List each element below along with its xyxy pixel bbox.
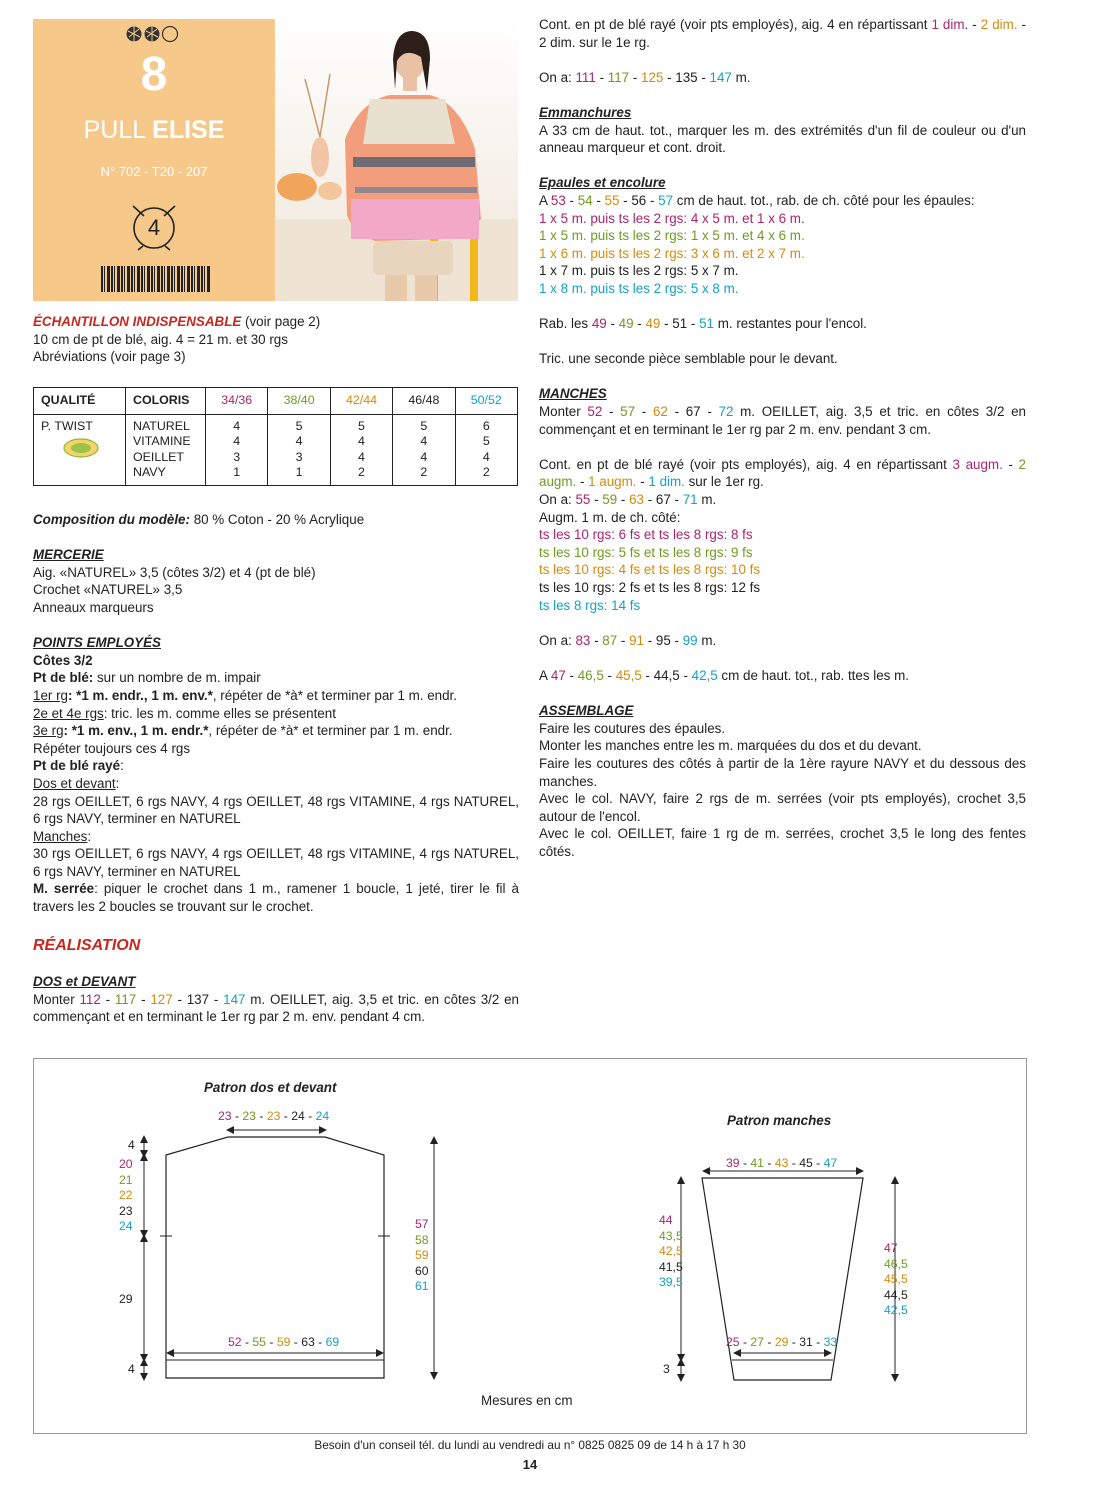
qty-value: 5: [482, 434, 490, 449]
epaules-title: Epaules et encolure: [539, 175, 666, 191]
qualite-cell: [34, 415, 126, 486]
size-value-2: 23: [242, 1109, 256, 1123]
size-value-4: 31: [799, 1335, 813, 1349]
size-value-1: 1 dim.: [931, 17, 969, 32]
manches-title: MANCHES: [539, 386, 607, 402]
size-value-2: 57: [620, 404, 636, 420]
th-size-1: 34/36: [206, 388, 268, 415]
dos-devant-text: Monter 112 - 117 - 127 - 137 - 147 m. OEILLET, aig. 3,5 et tric. en côtes 3/2 en commençant et en terminant le 1er rg par 2 m. env. pendant 4 cm.: [33, 991, 519, 1025]
augm-line-3: ts les 10 rgs: 4 fs et ts les 8 rgs: 10 fs: [539, 562, 761, 578]
row2-text: : tric. les m. comme elles se présentent: [103, 705, 336, 721]
qty-value: 4: [233, 419, 241, 433]
augm-line-4: ts les 10 rgs: 2 fs et ts les 8 rgs: 12 fs: [539, 580, 761, 595]
size-value-4: 56: [631, 192, 647, 208]
size-value-5: 47: [823, 1156, 838, 1170]
shoulder-line-2: 1 x 5 m. puis ts les 2 rgs: 1 x 5 m. et 4 x 6 m.: [539, 228, 805, 244]
emmanchures-title: Emmanchures: [539, 104, 632, 120]
size-value-5: 71: [682, 492, 698, 508]
size-value-4: 67: [685, 404, 701, 420]
size-value-2: 43,5: [659, 1228, 683, 1243]
dos-armhole-measure: [119, 1157, 133, 1235]
qty-value: 5: [295, 419, 303, 433]
shoulder-line-4: 1 x 7 m. puis ts les 2 rgs: 5 x 7 m.: [539, 263, 739, 279]
barcode: [101, 266, 211, 292]
dos-stripes: 28 rgs OEILLET, 6 rgs NAVY, 4 rgs OEILLET, 48 rgs VITAMINE, 4 rgs NATUREL, 6 rgs NAVY, terminer en NATUREL: [33, 793, 519, 827]
qty-value: 3: [233, 449, 241, 464]
size-value-5: 57: [658, 192, 674, 208]
yarn-table: [33, 387, 518, 486]
qty-value: 2: [482, 465, 490, 480]
text-part: m.: [731, 69, 751, 85]
diagram-title-dos: Patron dos et devant: [204, 1080, 337, 1095]
mercerie-item: Aig. «NATUREL» 3,5 (côtes 3/2) et 4 (pt de blé): [33, 564, 316, 580]
pattern-diagram: [33, 1058, 1027, 1434]
th-size-4: 46/48: [393, 388, 455, 415]
qty-value: 3: [295, 449, 303, 464]
size-value-2: 46,5: [577, 667, 604, 683]
manche-total-measure: [884, 1241, 908, 1319]
dos-devant-section: [33, 973, 519, 1026]
abbreviations-note: Abréviations (voir page 3): [33, 349, 186, 365]
size-value-4: 137: [186, 991, 210, 1007]
augm-line-5: ts les 8 rgs: 14 fs: [539, 597, 641, 613]
composition-label: Composition du modèle:: [33, 512, 190, 527]
manches-text: Monter 52 - 57 - 62 - 67 - 72 m. OEILLET, aig. 3,5 et tric. en côtes 3/2 en commençant et en terminant le 1er rg par 2 m. env. pendant 3 cm.: [539, 404, 1026, 437]
size-value-1: 112: [79, 991, 101, 1007]
size-value-3: 1 augm.: [588, 474, 637, 490]
bind-off-text: A 47 - 46,5 - 45,5 - 44,5 - 42,5 cm de haut. tot., rab. ttes les m.: [539, 667, 909, 683]
qty-value: 4: [295, 434, 303, 449]
pattern-number: 8: [140, 48, 168, 101]
qty-size-4: [393, 415, 455, 486]
size-value-5: 51: [699, 316, 714, 332]
assemblage-step: Faire les coutures des côtés à partir de la 1ère rayure NAVY et du dessous des manches.: [539, 755, 1026, 789]
size-value-5: 42,5: [884, 1303, 908, 1318]
th-qualite: QUALITÉ: [34, 388, 126, 415]
manche-top-measure: 39 - 41 - 43 - 45 - 47: [726, 1156, 838, 1170]
mercerie-item: Crochet «NATUREL» 3,5: [33, 582, 183, 598]
size-value-3: 91: [629, 632, 645, 648]
qty-size-3: [330, 415, 392, 486]
size-value-1: 55: [575, 492, 591, 508]
augm-text: Augm. 1 m. de ch. côté:: [539, 509, 681, 525]
size-value-1: 52: [228, 1335, 242, 1349]
realisation-title: RÉALISATION: [33, 937, 141, 954]
row2-label: 2e et 4e rgs: [33, 705, 104, 721]
stitch-count: On a: 55 - 59 - 63 - 67 - 71 m.: [539, 492, 717, 508]
qty-value: 5: [358, 419, 365, 433]
size-value-3: 63: [629, 492, 645, 508]
row1-text: , répéter de *à* et terminer par 1 m. endr.: [212, 687, 457, 703]
size-value-5: 99: [682, 632, 698, 648]
left-column-intro: [33, 313, 523, 366]
size-value-3: 127: [150, 991, 173, 1007]
size-value-4: 41,5: [659, 1259, 683, 1274]
size-value-2: 2 augm.: [539, 456, 1026, 490]
dos-label: Dos et devant: [33, 775, 116, 791]
coloris-cell: [126, 415, 206, 486]
echantillon-gauge: 10 cm de pt de blé, aig. 4 = 21 m. et 30 rgs: [33, 331, 288, 347]
size-value-2: 59: [602, 492, 618, 508]
right-column: [539, 16, 1026, 861]
size-value-1: 83: [575, 632, 591, 648]
text-part: Monter: [539, 404, 588, 420]
qty-value: 1: [295, 465, 303, 480]
text-part: cm de haut. tot., rab. de ch. côté pour les épaules:: [673, 192, 975, 208]
qty-value: 6: [482, 419, 490, 433]
text-part: Cont. en pt de blé rayé (voir pts employés), aig. 4 en répartissant: [539, 17, 932, 32]
size-value-5: 147: [223, 991, 246, 1007]
echantillon-title: ÉCHANTILLON INDISPENSABLE: [33, 314, 242, 329]
manche-rib-3: 3: [663, 1362, 670, 1376]
qty-value: 2: [420, 465, 428, 480]
shoulder-line-1: 1 x 5 m. puis ts les 2 rgs: 4 x 5 m. et 1 x 6 m.: [539, 210, 805, 226]
size-value-3: 42,5: [659, 1244, 683, 1259]
manche-bottom-measure: 25 - 27 - 29 - 31 - 33: [726, 1335, 838, 1349]
size-value-1: 47: [550, 667, 566, 683]
stitch-count: On a: 83 - 87 - 91 - 95 - 99 m.: [539, 632, 717, 648]
size-value-3: 45,5: [615, 667, 642, 683]
text-part: m. OEILLET, aig. 3,5 et tric. en côtes 3/2 en commençant et en terminant le 1er rg par 2 m. env. pendant 3 cm.: [539, 404, 1026, 437]
qualite-name: P. TWIST: [41, 419, 93, 433]
left-column-body: [33, 511, 519, 916]
dos-devant-title: DOS et DEVANT: [33, 974, 136, 989]
pattern-header: [33, 19, 275, 301]
dos-rib-4: 4: [128, 1362, 135, 1376]
assemblage-title: ASSEMBLAGE: [539, 703, 634, 719]
size-value-3: 55: [604, 192, 620, 208]
qty-size-5: [455, 415, 517, 486]
dos-shoulder-4: 4: [128, 1138, 135, 1152]
th-size-2: 38/40: [268, 388, 330, 415]
qty-value: 1: [233, 465, 241, 480]
title-light: PULL: [83, 116, 146, 144]
size-value-3: 45,5: [884, 1272, 908, 1287]
qty-value: 4: [358, 449, 365, 464]
yarn-table-header: [34, 388, 518, 415]
assemblage-step: Faire les coutures des épaules.: [539, 720, 726, 736]
qty-value: 4: [420, 434, 428, 449]
coloris-oeillet: OEILLET: [133, 449, 184, 464]
text-part: m. OEILLET, aig. 3,5 et tric. en côtes 3/2 en commençant et en terminant le 1er rg par 2 m. env. pendant 4 cm.: [33, 991, 519, 1025]
size-value-3: 59: [276, 1335, 291, 1349]
size-value-1: 49: [591, 316, 607, 332]
text-part: A: [539, 192, 551, 208]
diagram-title-manches: Patron manches: [727, 1113, 832, 1128]
size-value-5: 69: [325, 1335, 340, 1349]
manches-stripes: 30 rgs OEILLET, 6 rgs NAVY, 4 rgs OEILLET, 48 rgs VITAMINE, 4 rgs NATUREL, 6 rgs NAVY, terminer en NATUREL: [33, 846, 519, 879]
size-value-1: 39: [726, 1156, 740, 1170]
mercerie-title: MERCERIE: [33, 547, 104, 563]
text-part: On a:: [539, 492, 576, 508]
size-value-3: 22: [119, 1188, 133, 1203]
size-value-4: 67: [655, 492, 671, 508]
size-value-4: 44,5: [884, 1287, 908, 1302]
size-value-4: 135: [675, 69, 698, 85]
stitch-count: On a: 111 - 117 - 125 - 135 - 147 m.: [539, 69, 751, 85]
yarn-balls-icon: [125, 25, 185, 48]
text-part: cm de haut. tot., rab. ttes les m.: [717, 667, 909, 683]
th-coloris: COLORIS: [126, 388, 206, 415]
points-title: POINTS EMPLOYÉS: [33, 635, 161, 651]
text-part: - 2 dim. sur le 1e rg.: [539, 17, 1027, 50]
pattern-title: [33, 115, 275, 145]
model-photo: [275, 19, 518, 301]
size-value-1: 52: [587, 404, 603, 420]
size-value-1: 3 augm.: [952, 456, 1003, 472]
size-value-1: 20: [119, 1157, 133, 1171]
size-value-2: 117: [114, 991, 137, 1007]
size-value-3: 29: [774, 1335, 789, 1349]
qty-value: 2: [358, 465, 365, 480]
size-value-2: 58: [415, 1232, 429, 1247]
size-value-4: 95: [655, 632, 671, 648]
size-value-2: 54: [577, 192, 593, 208]
dos-top-measure: 23 - 23 - 23 - 24 - 24: [218, 1109, 330, 1123]
colon: :: [87, 828, 92, 844]
manches-label: Manches: [33, 828, 88, 844]
qty-value: 4: [482, 449, 490, 464]
size-value-1: 111: [575, 69, 596, 85]
size-value-4: 44,5: [653, 667, 680, 683]
qty-value: 4: [358, 434, 365, 449]
assemblage-step: Avec le col. OEILLET, faire 1 rg de m. serrées, crochet 3,5 le long des fentes côtés.: [539, 826, 1026, 859]
size-value-4: 24: [291, 1109, 305, 1123]
shoulder-line-5: 1 x 8 m. puis ts les 2 rgs: 5 x 8 m.: [539, 280, 739, 296]
assemblage-step: Monter les manches entre les m. marquées du dos et du devant.: [539, 738, 922, 754]
continuation-text: Cont. en pt de blé rayé (voir pts employés), aig. 4 en répartissant 1 dim. - 2 dim. - 2 dim. sur le 1e rg.: [539, 17, 1027, 50]
size-value-5: 24: [315, 1109, 330, 1123]
text-part: Cont. en pt de blé rayé (voir pts employés), aig. 4 en répartissant: [539, 456, 953, 472]
units-note: Mesures en cm: [481, 1393, 573, 1408]
size-value-1: 57: [415, 1217, 429, 1231]
repeat-note: Répéter toujours ces 4 rgs: [33, 740, 191, 756]
size-value-4: 23: [119, 1203, 133, 1218]
th-size-3: 42/44: [330, 388, 392, 415]
size-value-3: 23: [266, 1109, 281, 1123]
composition-value: 80 % Coton - 20 % Acrylique: [189, 512, 365, 527]
row3-text: , répéter de *à* et terminer par 1 m. endr.: [208, 723, 453, 739]
diagram-drawing: [34, 1059, 1028, 1435]
text-part: Monter: [33, 991, 80, 1007]
coloris-vitamine: VITAMINE: [133, 434, 191, 449]
echantillon-note: (voir page 2): [241, 314, 321, 329]
size-value-2: 2 dim.: [980, 17, 1018, 32]
dos-height-measure: [415, 1217, 429, 1295]
footer-helpline: Besoin d'un conseil tél. du lundi au vendredi au n° 0825 0825 09 de 14 h à 17 h 30: [314, 1438, 746, 1452]
size-value-5: 147: [709, 69, 732, 85]
yarn-table-row: [34, 415, 518, 486]
row1-label: 1er rg: [33, 687, 68, 703]
size-value-4: 45: [799, 1156, 813, 1170]
text-part: m.: [697, 632, 717, 648]
augm-line-2: ts les 10 rgs: 5 fs et ts les 8 rgs: 9 fs: [539, 544, 753, 560]
size-value-3: 49: [645, 316, 661, 332]
ptble-label: Pt de blé:: [33, 670, 94, 686]
size-value-5: 24: [119, 1219, 133, 1234]
dos-body-29: 29: [119, 1292, 133, 1306]
text-part: m. restantes pour l'encol.: [714, 316, 867, 332]
raye-title: Pt de blé rayé: [33, 758, 121, 774]
size-value-5: 42,5: [691, 667, 718, 683]
qty-value: 4: [420, 449, 428, 464]
text-part: On a:: [539, 632, 576, 648]
size-value-5: 61: [415, 1279, 429, 1294]
size-value-1: 25: [726, 1335, 740, 1349]
qty-value: 4: [233, 434, 241, 449]
pattern-reference: N° 702 - T20 - 207: [100, 164, 208, 179]
size-value-2: 49: [618, 316, 634, 332]
size-value-2: 41: [750, 1156, 764, 1170]
text-part: m.: [697, 492, 717, 508]
row3-bold: : *1 m. env., 1 m. endr.*: [63, 723, 209, 739]
title-bold: ELISE: [152, 116, 225, 144]
emmanchures-text: A 33 cm de haut. tot., marquer les m. des extrémités d'un fil de couleur ou d'un anneau marqueur et cont. droit.: [539, 122, 1026, 156]
colon: :: [120, 758, 124, 774]
size-value-3: 125: [641, 69, 664, 85]
shoulder-line-3: 1 x 6 m. puis ts les 2 rgs: 3 x 6 m. et 2 x 7 m.: [539, 245, 805, 261]
size-value-1: 53: [550, 192, 566, 208]
assemblage-step: Avec le col. NAVY, faire 2 rgs de m. serrées (voir pts employés), crochet 3,5 autour de l'encol.: [539, 791, 1026, 824]
size-value-5: 39,5: [659, 1275, 683, 1290]
size-value-5: 33: [823, 1335, 838, 1349]
qty-size-1: [206, 415, 268, 486]
size-value-4: 51: [672, 316, 688, 332]
size-value-2: 21: [119, 1172, 133, 1187]
size-value-2: 55: [252, 1335, 266, 1349]
manches-cont-text: Cont. en pt de blé rayé (voir pts employés), aig. 4 en répartissant 3 augm. - 2 augm. - 1 augm. - 1 dim. sur le 1er rg.: [539, 456, 1026, 490]
size-value-2: 27: [750, 1335, 764, 1349]
text-part: Rab. les: [539, 316, 592, 332]
size-value-4: 60: [415, 1263, 429, 1278]
ptble-value: sur un nombre de m. impair: [93, 670, 261, 686]
cotes-title: Côtes 3/2: [33, 652, 93, 668]
mserree-label: M. serrée: [33, 881, 95, 897]
qty-size-2: [268, 415, 330, 486]
size-value-2: 46,5: [884, 1256, 908, 1271]
size-value-4: 63: [301, 1335, 315, 1349]
text-part: sur le 1er rg.: [684, 474, 764, 490]
augm-line-1: ts les 10 rgs: 6 fs et ts les 8 rgs: 8 fs: [539, 527, 753, 543]
coloris-navy: NAVY: [133, 465, 166, 480]
rab-text: Rab. les 49 - 49 - 49 - 51 - 51 m. restantes pour l'encol.: [539, 316, 867, 332]
page-number: 14: [522, 1457, 538, 1472]
size-value-1: 47: [884, 1241, 898, 1255]
row1-bold: : *1 m. endr., 1 m. env.*: [67, 687, 213, 703]
coloris-naturel: NATUREL: [133, 419, 190, 433]
text-part: A: [539, 667, 551, 683]
dos-bottom-measure: 52 - 55 - 59 - 63 - 69: [228, 1335, 340, 1349]
mercerie-item: Anneaux marqueurs: [33, 599, 154, 615]
mserree-text: : piquer le crochet dans 1 m., ramener 1 boucle, 1 jeté, tirer le fil à travers les 2 boucles se trouvant sur le crochet.: [33, 881, 519, 915]
text-part: On a:: [539, 69, 576, 85]
size-value-1: 23: [218, 1109, 232, 1123]
tric-text: Tric. une seconde pièce semblable pour le devant.: [539, 351, 838, 367]
size-value-1: 44: [659, 1213, 673, 1227]
needle-size: 4: [147, 215, 161, 240]
size-value-2: 87: [602, 632, 618, 648]
size-value-5: 1 dim.: [648, 474, 685, 490]
size-value-3: 43: [774, 1156, 789, 1170]
manche-length-measure: [659, 1213, 683, 1291]
quality-label-icon: [63, 438, 118, 462]
size-value-5: 72: [718, 404, 734, 420]
size-value-2: 117: [607, 69, 630, 85]
qty-value: 5: [420, 419, 428, 433]
row3-label: 3e rg: [33, 723, 64, 739]
epaules-text: A 53 - 54 - 55 - 56 - 57 cm de haut. tot., rab. de ch. côté pour les épaules:: [539, 192, 975, 208]
colon: :: [115, 775, 120, 791]
size-value-3: 62: [652, 404, 668, 420]
th-size-5: 50/52: [455, 388, 517, 415]
size-value-3: 59: [415, 1248, 429, 1263]
